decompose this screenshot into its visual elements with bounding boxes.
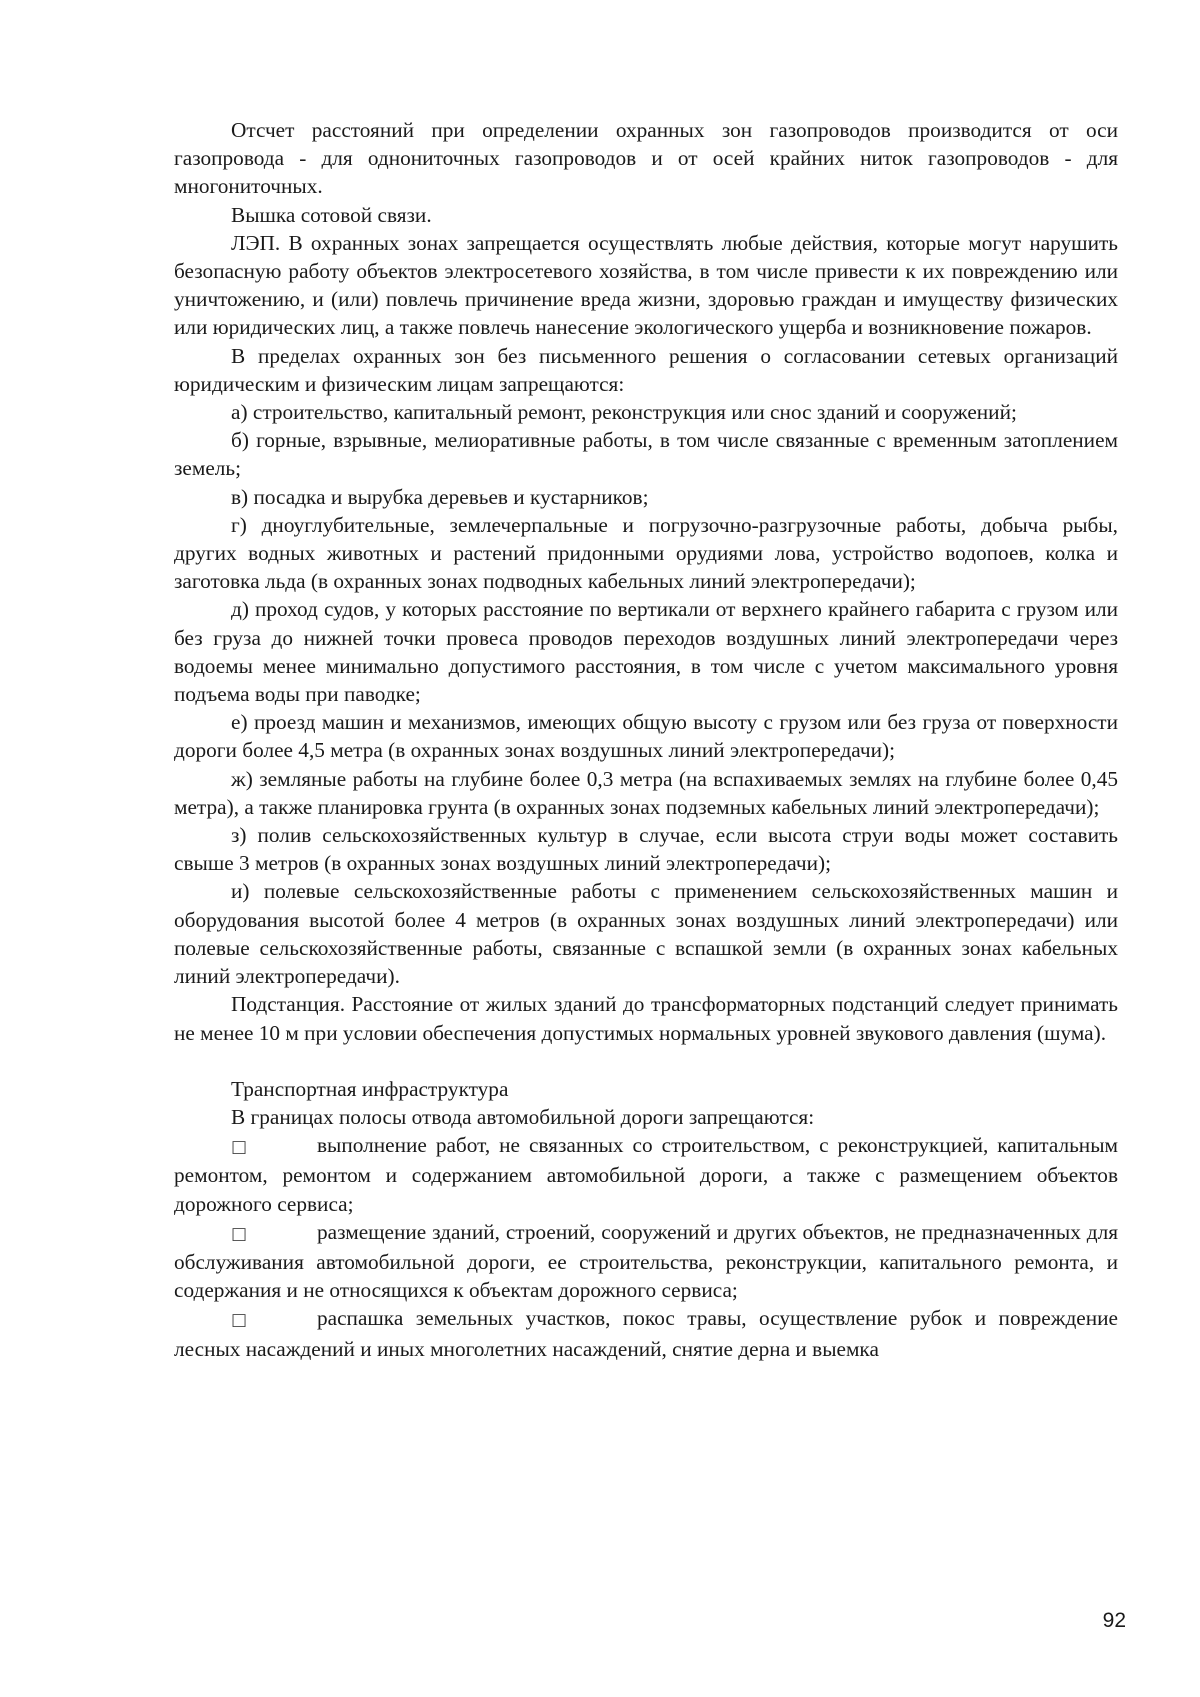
- page-number: 92: [1102, 1609, 1126, 1632]
- bullet-text: выполнение работ, не связанных со строительством, с реконструкцией, капитальным ремонтом, ремонтом и содержанием автомобильной дороги, а также с размещением объектов дорожного сервиса;: [174, 1133, 1118, 1216]
- bullet-item: [174, 1218, 1118, 1305]
- list-item-z: з) полив сельскохозяйственных культур в случае, если высота струи воды может составить свыше 3 метров (в охранных зонах воздушных линий электропередачи);: [174, 823, 1118, 876]
- list-item-i: и) полевые сельскохозяйственные работы с применением сельскохозяйственных машин и оборудования высотой более 4 метров (в охранных зонах воздушных линий электропередачи) или полевые сельскохозяйственные работы, связанные с вспашкой земли (в охранных зонах кабельных линий электропередачи).: [174, 879, 1118, 989]
- checkbox-square-icon: □: [231, 1310, 248, 1331]
- bullet-text: размещение зданий, строений, сооружений и других объектов, не предназначенных для обслуживания автомобильной дороги, ее строительства, реконструкции, капитального ремонта, и содержания и не относящихся к объектам дорожного сервиса;: [174, 1219, 1118, 1303]
- list-item-v: в) посадка и вырубка деревьев и кустарников;: [231, 484, 649, 509]
- section-intro: В границах полосы отвода автомобильной дороги запрещаются:: [231, 1104, 815, 1129]
- paragraph-power-line: ЛЭП. В охранных зонах запрещается осуществлять любые действия, которые могут нарушить безопасную работу объектов электросетевого хозяйства, в том числе привести к их повреждению или уничтожению, и (или) повлечь причинение вреда жизни, здоровью граждан и имуществу физических или юридических лиц, а также повлечь нанесение экологического ущерба и возникновение пожаров.: [174, 230, 1118, 340]
- list-item-zh: ж) земляные работы на глубине более 0,3 метра (на вспахиваемых землях на глубине более 0,45 метра), а также планировка грунта (в охранных зонах подземных кабельных линий электропередачи);: [174, 766, 1118, 819]
- bullet-text: распашка земельных участков, покос травы, осуществление рубок и повреждение лесных насаждений и иных многолетних насаждений, снятие дерна и выемка: [174, 1306, 1118, 1361]
- section-spacer: [174, 1047, 1118, 1075]
- checkbox-square-icon: □: [231, 1137, 248, 1158]
- bullet-item: [174, 1304, 1118, 1362]
- bullet-item: [174, 1131, 1118, 1218]
- paragraph-substation: Подстанция. Расстояние от жилых зданий до трансформаторных подстанций следует принимать не менее 10 м при условии обеспечения допустимых нормальных уровней звукового давления (шума).: [174, 992, 1118, 1045]
- paragraph-prohibitions-intro: В пределах охранных зон без письменного решения о согласовании сетевых организаций юридическим и физическим лицам запрещаются:: [174, 343, 1118, 396]
- checkbox-square-icon: □: [231, 1223, 248, 1244]
- document-body: [174, 116, 1118, 1363]
- list-item-e: е) проезд машин и механизмов, имеющих общую высоту с грузом или без груза от поверхности дороги более 4,5 метра (в охранных зонах воздушных линий электропередачи);: [174, 710, 1118, 763]
- list-item-g: г) дноуглубительные, землечерпальные и погрузочно-разгрузочные работы, добыча рыбы, других водных животных и растений придонными орудиями лова, устройство водопоев, колка и заготовка льда (в охранных зонах подводных кабельных линий электропередачи);: [174, 512, 1118, 594]
- list-item-b: б) горные, взрывные, мелиоративные работы, в том числе связанные с временным затоплением земель;: [174, 428, 1118, 481]
- paragraph-gas-pipeline-zones: Отсчет расстояний при определении охранных зон газопроводов производится от оси газопровода - для однониточных газопроводов и от осей крайних ниток газопроводов - для многониточных.: [174, 118, 1118, 199]
- list-item-d: д) проход судов, у которых расстояние по вертикали от верхнего крайнего габарита с грузом или без груза до нижней точки провеса проводов переходов воздушных линий электропередачи через водоемы менее минимально допустимого расстояния, в том числе с учетом максимального уровня подъема воды при паводке;: [174, 597, 1118, 707]
- section-heading: Транспортная инфраструктура: [231, 1076, 509, 1101]
- list-item-a: а) строительство, капитальный ремонт, реконструкция или снос зданий и сооружений;: [231, 400, 1017, 425]
- paragraph-cell-tower: Вышка сотовой связи.: [231, 202, 432, 227]
